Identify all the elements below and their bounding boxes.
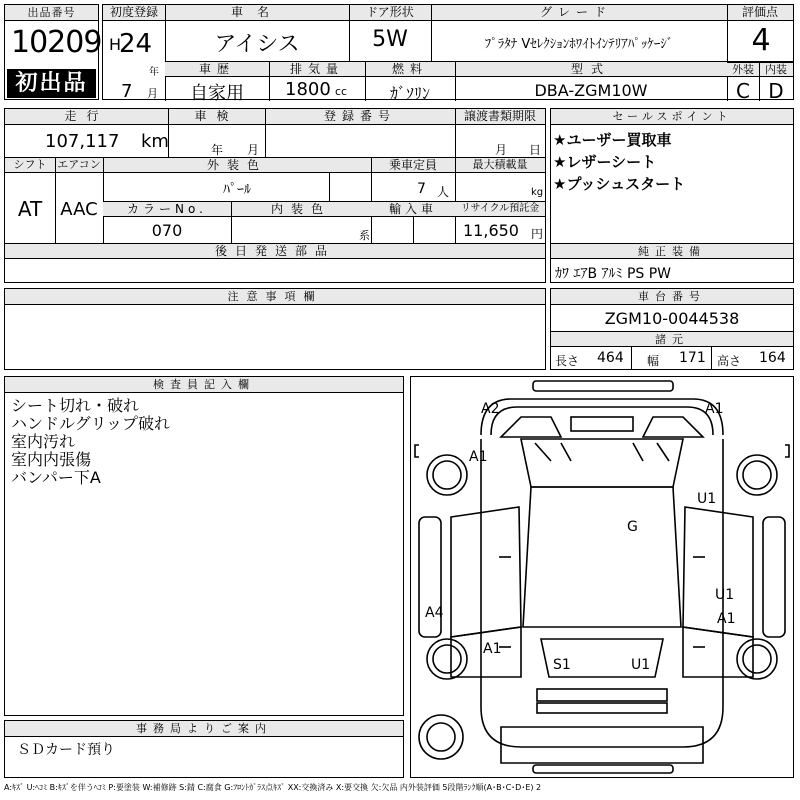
height-label: 高さ <box>717 354 742 368</box>
tailgate-bar <box>533 765 673 773</box>
inspector-note: 室内内張傷 <box>11 450 92 469</box>
lot-number: 10209 <box>11 25 102 60</box>
transfer-month-unit: 月 <box>495 143 508 157</box>
aircon: AAC <box>60 199 98 220</box>
capacity-unit: 人 <box>437 185 450 199</box>
inspector-note: シート切れ・破れ <box>11 396 140 415</box>
inspector-notes <box>11 397 170 487</box>
max-load-label: 最大積載量 <box>472 158 528 171</box>
inspector-note: 室内汚れ <box>11 432 76 451</box>
genuine-equipment-label: 純正装備 <box>551 244 793 259</box>
sale-points-box <box>550 108 794 283</box>
max-load-unit: kg <box>531 187 544 198</box>
left-front-door <box>451 507 521 637</box>
grille <box>571 417 633 431</box>
details-box <box>4 108 546 283</box>
interior-color-label: 内装色 <box>270 202 331 216</box>
first-reg-year: 24 <box>119 29 153 59</box>
rear-bumper-bottom <box>537 703 667 713</box>
sale-points-list <box>553 129 685 195</box>
aircon-label: エアコン <box>57 158 101 171</box>
color-no: 070 <box>151 221 183 240</box>
first-reg-month-unit: 月 <box>147 87 158 100</box>
damage-mark: A2 <box>481 401 500 417</box>
displacement-label: 排気量 <box>289 62 344 76</box>
inspection-year-unit: 年 <box>211 143 224 157</box>
later-parts-label: 後日発送部品 <box>214 244 335 258</box>
first-reg-label: 初度登録 <box>109 5 158 19</box>
spare-wheel-rim <box>427 723 455 751</box>
first-reg-year-unit: 年 <box>149 67 159 78</box>
office-note: ＳＤカード預り <box>17 742 115 758</box>
inspector-note: バンパー下A <box>11 468 101 487</box>
damage-mark: U1 <box>697 491 717 507</box>
fuel: ｶﾞｿﾘﾝ <box>389 84 430 103</box>
shift: AT <box>17 197 43 221</box>
wheel-rim <box>433 645 461 673</box>
rear-bumper-top <box>537 689 667 701</box>
chassis-number: ZGM10-0044538 <box>604 309 740 328</box>
damage-mark: A1 <box>717 611 736 627</box>
lot-number-box <box>4 4 102 100</box>
damage-mark: A1 <box>469 449 488 465</box>
damage-mark: S1 <box>553 657 571 673</box>
capacity-label: 乗車定員 <box>388 158 437 172</box>
inspector-label: 検査員記入欄 <box>5 377 403 393</box>
first-reg-era: H <box>109 35 122 54</box>
score: 4 <box>751 23 771 58</box>
right-mirror-bracket <box>785 445 789 457</box>
grade-label: グレード <box>539 5 612 19</box>
roof-bar <box>533 381 673 391</box>
left-mirror-bracket <box>415 445 419 457</box>
damage-mark: A4 <box>425 605 444 621</box>
exterior-grade: C <box>736 79 750 103</box>
right-sill <box>763 517 785 637</box>
damage-mark: U1 <box>715 587 735 603</box>
car-name: アイシス <box>214 32 300 57</box>
damage-diagram <box>410 376 794 778</box>
car-diagram-svg <box>411 377 793 777</box>
car-name-label: 車名 <box>230 5 283 19</box>
inspection-month-unit: 月 <box>247 143 260 157</box>
roof <box>523 487 681 627</box>
mileage-label: 走行 <box>64 109 109 123</box>
transfer-day-unit: 日 <box>529 143 542 157</box>
recycle-unit: 円 <box>531 227 544 241</box>
rear-skirt <box>501 727 703 763</box>
model-code: DBA-ZGM10W <box>534 81 648 100</box>
wheel-rim <box>433 461 461 489</box>
office-label: 事務局よりご案内 <box>5 721 403 737</box>
width: 171 <box>679 350 706 366</box>
transfer-deadline-label: 譲渡書類期限 <box>463 109 536 123</box>
inspector-box <box>4 376 404 716</box>
recycle-label: リサイクル預託金 <box>460 203 540 214</box>
interior-color-unit: 系 <box>359 229 370 242</box>
interior-grade: D <box>768 79 784 103</box>
right-headlight <box>643 417 703 437</box>
divider <box>711 347 712 369</box>
exterior-color-label: 外装色 <box>206 158 267 172</box>
history: 自家用 <box>190 83 244 104</box>
door-type: 5W <box>372 27 408 52</box>
shift-label: シフト <box>13 158 47 171</box>
inspector-note: ハンドルグリップ破れ <box>11 414 171 433</box>
recycle-fee: 11,650 <box>463 221 519 240</box>
right-rear-door <box>683 627 753 677</box>
model-label: 型式 <box>570 62 611 76</box>
spare-wheel <box>419 715 463 759</box>
sale-point-item: ★プッシュスタート <box>553 175 686 193</box>
left-headlight <box>501 417 561 437</box>
damage-mark: A1 <box>705 401 724 417</box>
notes-box <box>4 288 546 370</box>
displacement-unit: cc <box>335 85 348 98</box>
first-reg-month: 7 <box>121 81 133 102</box>
fuel-label: 燃料 <box>391 62 428 76</box>
vehicle-info-box <box>102 4 794 104</box>
genuine-equipment: ｶﾜ ｴｱB ｱﾙﾐ PS PW <box>555 266 672 282</box>
dimensions-label: 諸元 <box>551 332 793 347</box>
damage-mark: A1 <box>483 641 502 657</box>
length: 464 <box>597 350 624 366</box>
width-label: 幅 <box>647 354 660 368</box>
notes-label: 注意事項欄 <box>5 289 545 305</box>
wheel-rim <box>743 645 771 673</box>
door-label: ドア形状 <box>366 5 414 19</box>
divider <box>413 217 414 243</box>
legend: A:ｷｽﾞ U:ﾍｺﾐ B:ｷｽﾞを伴うﾍｺﾐ P:要塗装 W:補修跡 S:錆 C:腐食 G:ﾌﾛﾝﾄｶﾞﾗｽ点ｷｽﾞ XX:交換済み X:要交換 欠:欠品 内外装評価 5段階ﾗﾝｸ順(A･B･C･D･E) 2 <box>4 783 542 792</box>
color-no-label: カラーNo. <box>127 202 207 216</box>
mileage-unit: km <box>141 131 169 152</box>
chassis-label: 車台番号 <box>551 289 793 305</box>
sale-points-label: セールスポイント <box>551 109 793 125</box>
first-listing-badge: 初出品 <box>7 69 96 98</box>
damage-mark: U1 <box>631 657 651 673</box>
sale-point-item: ★レザーシート <box>553 153 657 171</box>
inspection-label: 車検 <box>194 109 239 123</box>
wheel-rim <box>743 461 771 489</box>
score-label: 評価点 <box>741 5 778 19</box>
displacement: 1800 <box>285 79 331 100</box>
history-label: 車歴 <box>198 62 235 76</box>
grade: ﾌﾟﾗﾀﾅ Vｾﾚｸｼｮﾝﾎﾜｲﾄｲﾝﾃﾘｱﾊﾟｯｹｰｼﾞ <box>484 37 674 52</box>
exterior-color: ﾊﾟｰﾙ <box>223 182 251 198</box>
interior-grade-label: 内装 <box>765 63 787 76</box>
lot-number-label: 出品番号 <box>5 5 98 21</box>
height: 164 <box>759 350 786 366</box>
divider <box>631 347 632 369</box>
length-label: 長さ <box>555 354 580 368</box>
chassis-box <box>550 288 794 370</box>
damage-mark: G <box>627 519 638 535</box>
import-label: 輸入車 <box>388 202 437 216</box>
sale-point-item: ★ユーザー買取車 <box>553 131 672 149</box>
reg-number-label: 登録番号 <box>323 109 396 123</box>
wiper-marks <box>535 443 669 461</box>
capacity: 7 <box>417 181 426 197</box>
exterior-grade-label: 外装 <box>732 63 754 76</box>
mileage: 107,117 <box>45 131 120 152</box>
office-box <box>4 720 404 778</box>
